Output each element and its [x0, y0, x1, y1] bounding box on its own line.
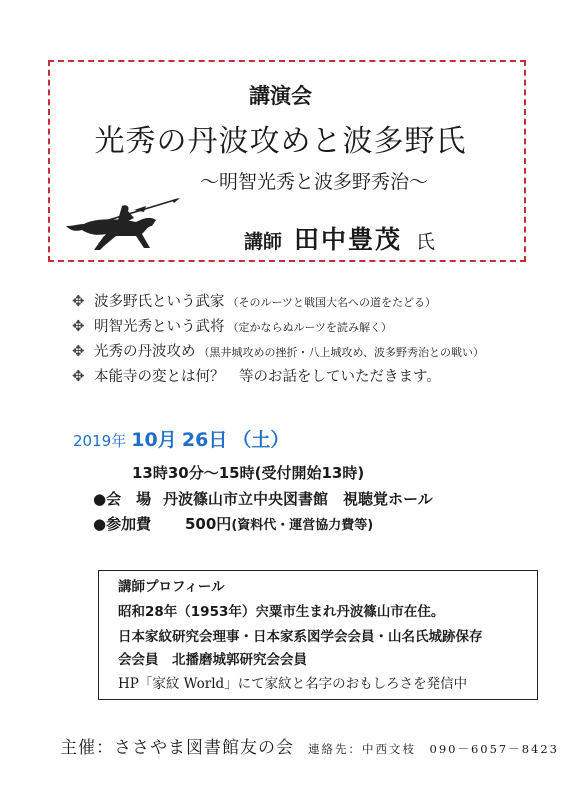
subtitle: ～明智光秀と波多野秀治～ [200, 171, 429, 193]
profile-line: 会会員 北播磨城郭研究会会員 [118, 652, 307, 668]
brush-cross-icon: ✥ [72, 367, 85, 385]
footer [60, 733, 559, 758]
event-date: 2019年 10月 26日 （土） [73, 429, 290, 451]
profile-line: HP「家紋 World」にて家紋と名字のおもしろさを発信中 [118, 676, 468, 692]
profile-heading: 講師プロフィール [118, 579, 225, 595]
page-title: 光秀の丹波攻めと波多野氏 [94, 124, 467, 159]
brush-cross-icon: ✥ [72, 317, 85, 335]
mounted-samurai-icon [64, 196, 182, 252]
event-time: 13時30分～15時(受付開始13時) [132, 464, 365, 482]
list-item: ✥ 明智光秀という武将 （定かならぬルーツを読み解く） [72, 317, 393, 335]
contact: 連絡先：中西文枝 090－6057－8423 [308, 742, 559, 756]
brush-cross-icon: ✥ [72, 342, 85, 360]
honorific: 氏 [416, 231, 436, 253]
topic-list [72, 290, 484, 390]
list-item: ✥ 波多野氏という武家 （そのルーツと戦国大名への道をたどる） [72, 292, 437, 310]
profile-line: 日本家紋研究会理事・日本家系図学会会員・山名氏城跡保存 [118, 629, 483, 645]
lecturer-role: 講師 [244, 231, 283, 253]
fee: ●参加費 500円(資料代・運営協力費等) [93, 515, 374, 533]
list-item: ✥ 光秀の丹波攻め （黒井城攻めの挫折・八上城攻め、波多野秀治との戦い） [72, 342, 485, 360]
list-item: ✥ 本能寺の変とは何？ 等のお話をしていただきます。 [72, 367, 441, 385]
brush-cross-icon: ✥ [72, 292, 85, 310]
event-type: 講演会 [249, 83, 312, 108]
venue: ●会 場 丹波篠山市立中央図書館 視聴覚ホール [93, 490, 433, 508]
lecturer [244, 220, 435, 256]
profile-line: 昭和28年（1953年）宍粟市生まれ丹波篠山市在住。 [118, 604, 445, 620]
organizer: 主催：ささやま図書館友の会 [60, 738, 294, 758]
lecturer-name: 田中豊茂 [294, 225, 403, 254]
